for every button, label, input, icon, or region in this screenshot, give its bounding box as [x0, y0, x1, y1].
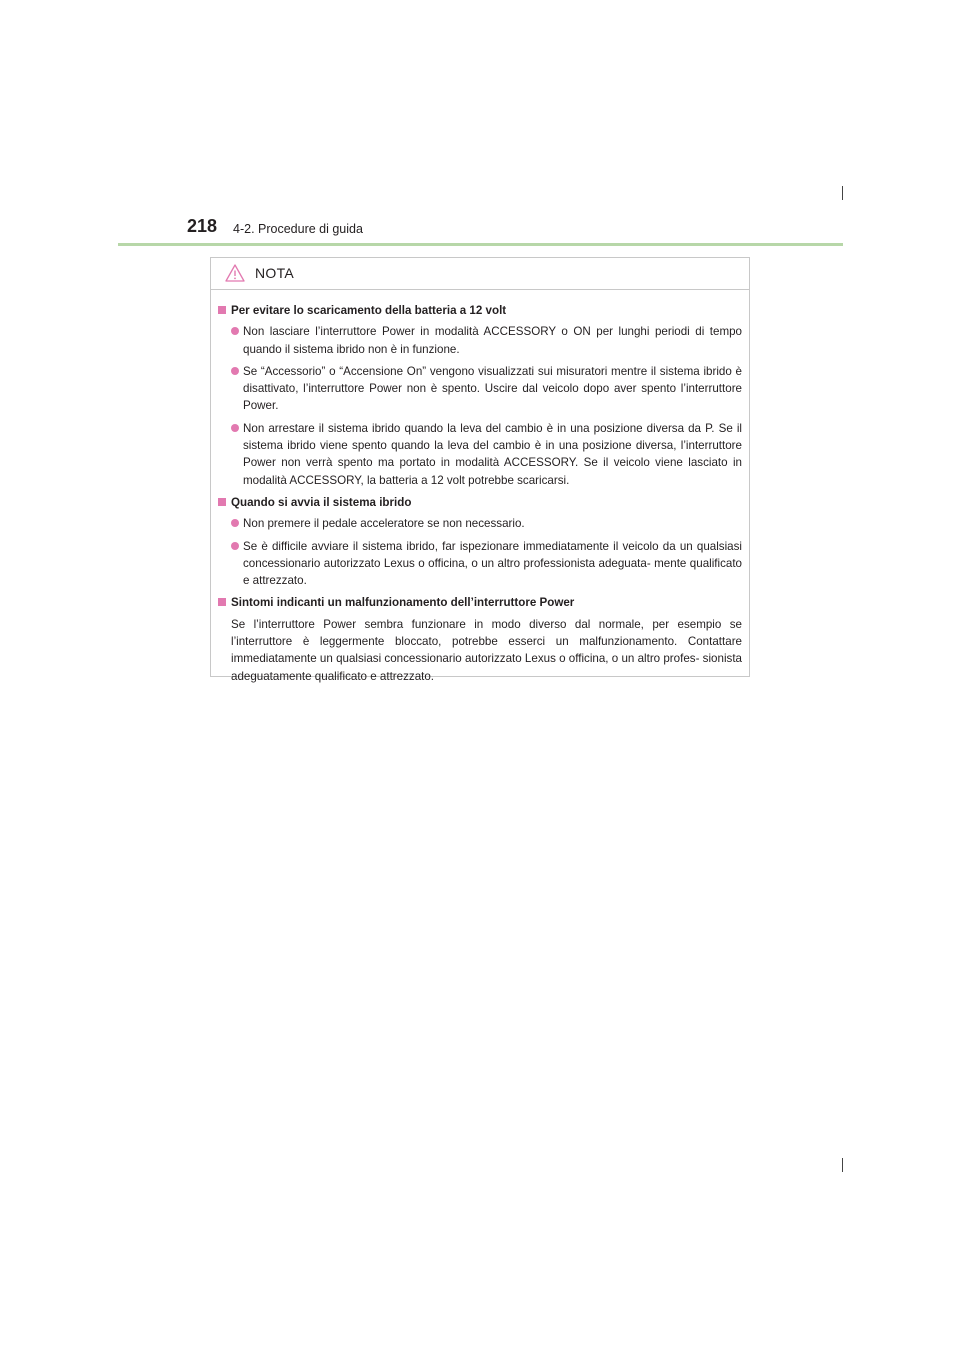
round-bullet-icon — [231, 367, 239, 375]
crop-mark-bottom — [842, 1158, 843, 1172]
section-heading: Quando si avvia il sistema ibrido — [218, 494, 742, 511]
page-number: 218 — [187, 216, 218, 236]
round-bullet-icon — [231, 424, 239, 432]
round-bullet-icon — [231, 327, 239, 335]
list-item: Non arrestare il sistema ibrido quando la leva del cambio è in una posizione diversa da P. Se il sistema ibrido viene spento quando la leva del cambio è in una posizione diversa, l’interruttore Power non verrà spento ma portato in modalità ACCESSORY. Se il veicolo viene lasciato in modalità ACCESSORY, la batteria a 12 volt potrebbe scaricarsi. — [218, 420, 742, 489]
list-item: Se è difficile avviare il sistema ibrido, far ispezionare immediatamente il veicolo da un qualsiasi concessionario autorizzato Lexus o officina, o un altro professionista adeguata- mente qualificato e attrezzato. — [218, 538, 742, 590]
note-body — [211, 290, 749, 685]
square-bullet-icon — [218, 598, 226, 606]
page-header — [0, 0, 960, 250]
header-rule — [118, 243, 843, 246]
note-box — [210, 257, 750, 683]
square-bullet-icon — [218, 306, 226, 314]
note-label: NOTA — [255, 265, 295, 281]
warning-triangle-icon — [225, 264, 245, 282]
list-item: Non premere il pedale acceleratore se non necessario. — [218, 515, 742, 532]
section-paragraph: Se l’interruttore Power sembra funzionare in modo diverso dal normale, per esempio se l’interruttore è leggermente bloccato, potrebbe esserci un malfunzionamento. Contattare immediatamente un qualsiasi concessionario autorizzato Lexus o officina, o un altro profes- sionista adeguatamente qualificato e attrezzato. — [231, 617, 742, 683]
section-heading: Sintomi indicanti un malfunzionamento dell’interruttore Power — [218, 594, 742, 611]
section-heading: Per evitare lo scaricamento della batteria a 12 volt — [218, 302, 742, 319]
note-header — [211, 258, 749, 290]
round-bullet-icon — [231, 519, 239, 527]
round-bullet-icon — [231, 542, 239, 550]
list-item: Non lasciare l’interruttore Power in modalità ACCESSORY o ON per lunghi periodi di tempo quando il sistema ibrido non è in funzione. — [218, 323, 742, 358]
list-item: Se “Accessorio” o “Accensione On” vengono visualizzati sui misuratori mentre il sistema ibrido è disattivato, l’interruttore Power non è spento. Uscire dal veicolo dopo aver spento l’interruttore Power. — [218, 363, 742, 415]
section-title: 4-2. Procedure di guida — [233, 222, 363, 236]
square-bullet-icon — [218, 498, 226, 506]
